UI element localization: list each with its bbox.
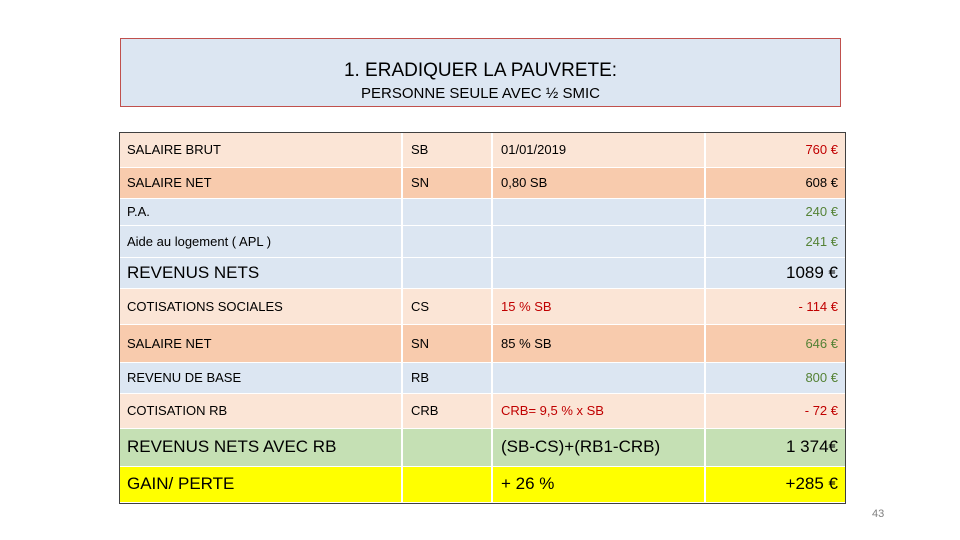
row-formula: 15 % SB: [492, 288, 705, 324]
row-formula: (SB-CS)+(RB1-CRB): [492, 428, 705, 466]
table-row: [119, 257, 846, 288]
row-code: CS: [402, 288, 492, 324]
row-label: COTISATION RB: [119, 393, 402, 428]
row-amount: +285 €: [705, 466, 846, 502]
row-amount: 646 €: [705, 324, 846, 362]
row-code: SN: [402, 324, 492, 362]
table-row: [119, 288, 846, 324]
row-label: REVENU DE BASE: [119, 362, 402, 393]
row-code: [402, 428, 492, 466]
row-label: REVENUS NETS AVEC RB: [119, 428, 402, 466]
table-row: [119, 198, 846, 225]
row-code: [402, 198, 492, 225]
row-formula: CRB= 9,5 % x SB: [492, 393, 705, 428]
row-formula: 01/01/2019: [492, 132, 705, 167]
row-amount: 1089 €: [705, 257, 846, 288]
table-row: [119, 167, 846, 198]
row-formula: 0,80 SB: [492, 167, 705, 198]
income-table: [119, 132, 846, 503]
page-number: 43: [872, 508, 885, 520]
row-amount: - 72 €: [705, 393, 846, 428]
table-row: [119, 466, 846, 502]
row-label: Aide au logement ( APL ): [119, 225, 402, 257]
slide-subtitle: PERSONNE SEULE AVEC ½ SMIC: [361, 85, 600, 102]
row-code: [402, 257, 492, 288]
row-formula: [492, 225, 705, 257]
row-formula: 85 % SB: [492, 324, 705, 362]
row-amount: - 114 €: [705, 288, 846, 324]
table-row: [119, 324, 846, 362]
row-code: [402, 225, 492, 257]
slide-title: 1. ERADIQUER LA PAUVRETE:: [343, 60, 618, 81]
table-row: [119, 225, 846, 257]
row-label: REVENUS NETS: [119, 257, 402, 288]
row-label: GAIN/ PERTE: [119, 466, 402, 502]
row-amount: 1 374€: [705, 428, 846, 466]
table-row: [119, 393, 846, 428]
row-amount: 608 €: [705, 167, 846, 198]
table-row: [119, 362, 846, 393]
table-row: [119, 132, 846, 167]
row-amount: 760 €: [705, 132, 846, 167]
row-amount: 800 €: [705, 362, 846, 393]
row-code: SN: [402, 167, 492, 198]
row-amount: 241 €: [705, 225, 846, 257]
row-label: SALAIRE NET: [119, 167, 402, 198]
row-label: P.A.: [119, 198, 402, 225]
row-code: [402, 466, 492, 502]
row-amount: 240 €: [705, 198, 846, 225]
row-code: CRB: [402, 393, 492, 428]
row-code: RB: [402, 362, 492, 393]
row-label: COTISATIONS SOCIALES: [119, 288, 402, 324]
table-row: [119, 428, 846, 466]
row-label: SALAIRE BRUT: [119, 132, 402, 167]
row-formula: + 26 %: [492, 466, 705, 502]
title-box: [120, 38, 841, 107]
row-formula: [492, 362, 705, 393]
row-formula: [492, 257, 705, 288]
row-label: SALAIRE NET: [119, 324, 402, 362]
row-formula: [492, 198, 705, 225]
row-code: SB: [402, 132, 492, 167]
